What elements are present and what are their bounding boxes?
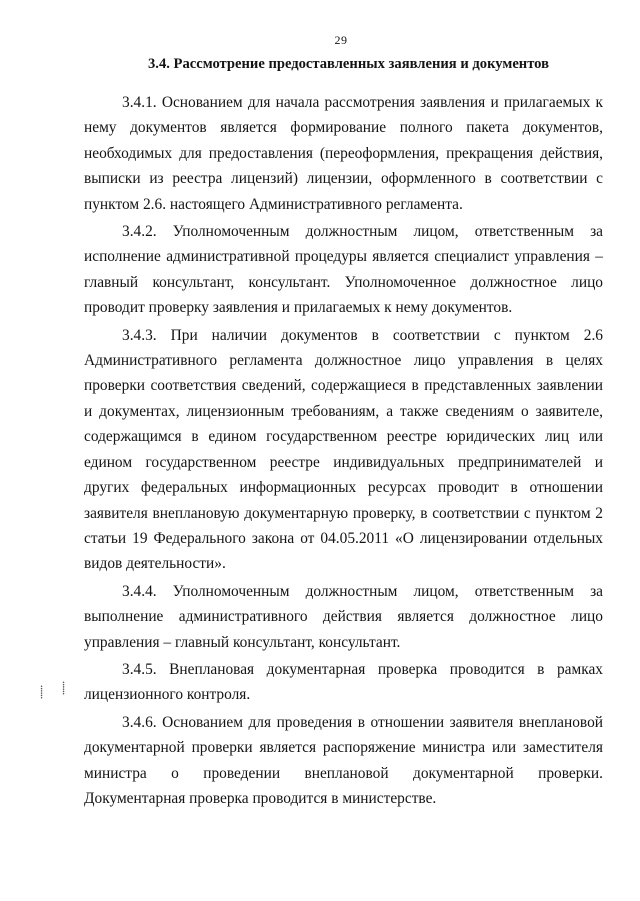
paragraph-3-4-4: 3.4.4. Уполномоченным должностным лицом, ответственным за выполнение административного действия является должностное лицо управления – главный консультант, консультант. xyxy=(84,582,603,651)
scan-mark: ⸽ xyxy=(62,681,66,695)
paragraph-3-4-6: 3.4.6. Основанием для проведения в отношении заявителя внеплановой документарной проверки является распоряжение министра или заместителя министра о проведении внеплановой документарной проверки. Документарная проверка проводится в министерстве. xyxy=(84,713,603,807)
paragraph-3-4-3: 3.4.3. При наличии документов в соответствии с пунктом 2.6 Административного регламента должностное лицо управления в целях проверки соответствия сведений, содержащиеся в представленных заявлении и документах, лицензионным требованиям, а также сведениям о заявителе, содержащимся в едином государственном реестре юридических лиц или едином государственном реестре индивидуальных предпринимателей и других федеральных информационных ресурсах проводит в отношении заявителя внеплановую документарную проверку, в соответствии с пунктом 2 статьи 19 Федерального закона от 04.05.2011 «О лицензировании отдельных видов деятельности». xyxy=(84,326,603,573)
paragraph-3-4-1: 3.4.1. Основанием для начала рассмотрения заявления и прилагаемых к нему документов является формирование полного пакета документов, необходимых для предоставления (переоформления, прекращения действия, выписки из реестра лицензий) лицензии, оформленного в соответствии с пунктом 2.6. настоящего Административного регламента. xyxy=(84,94,603,213)
paragraph-3-4-2: 3.4.2. Уполномоченным должностным лицом, ответственным за исполнение административной процедуры является специалист управления – главный консультант, консультант. Уполномоченное должностное лицо проводит проверку заявления и прилагаемых к нему документов. xyxy=(84,223,603,317)
scan-mark: ⸽ xyxy=(40,685,44,699)
section-title: 3.4. Рассмотрение предоставленных заявления и документов xyxy=(148,56,549,72)
paragraph-3-4-5: 3.4.5. Внеплановая документарная проверка проводится в рамках лицензионного контроля. xyxy=(84,660,603,704)
page-number: 29 xyxy=(334,33,348,47)
document-body xyxy=(84,90,603,811)
